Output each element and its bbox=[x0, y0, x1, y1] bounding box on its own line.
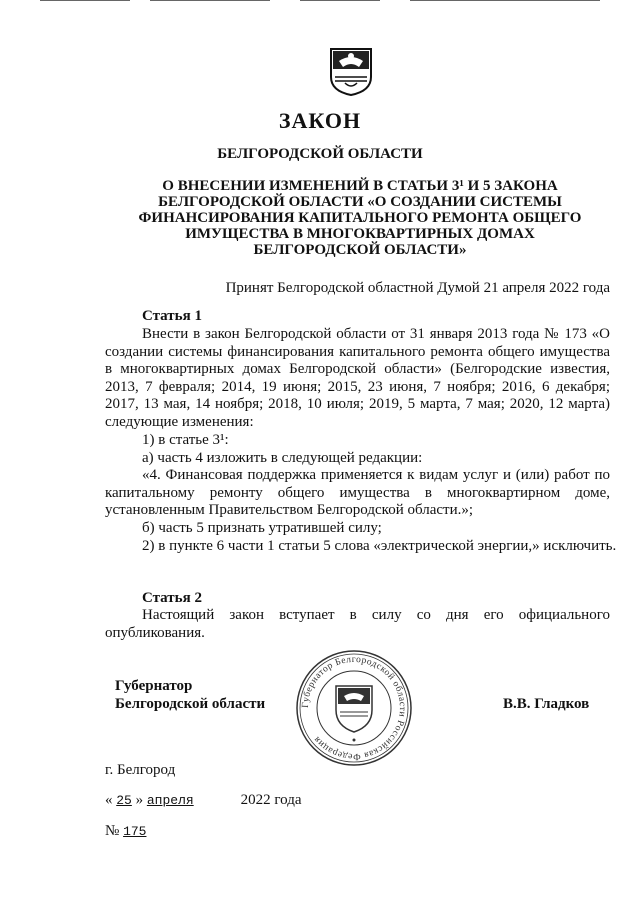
svg-text:Губернатор Белгородской област: Губернатор Белгородской области Российская Федерация bbox=[300, 654, 408, 762]
article-1-quote: «4. Финансовая поддержка применяется к видам услуг и (или) работ по капитальному ремонту общего имущества в многоквартирном доме, установленным Правительством Белгородской области.»; bbox=[105, 467, 610, 518]
scan-edge-line bbox=[410, 0, 600, 1]
law-number: 175 bbox=[123, 824, 147, 839]
article-1-intro: Внести в закон Белгородской области от 31 января 2013 года № 173 «О создании системы финансирования капитального ремонта общего имущества в многоквартирных домах Белгородской области» (Белгородские известия, 2013, 7 февраля; 2014, 19 июня; 2015, 23 июня, 7 ноября; 2016, 6 декабря; 2017, 13 мая, 14 ноября; 2018, 10 июля; 2019, 5 марта, 7 мая; 2020, 12 марта) следующие изменения: bbox=[105, 326, 610, 430]
number-line bbox=[105, 823, 183, 840]
adoption-note: Принят Белгородской областной Думой 21 апреля 2022 года bbox=[225, 280, 610, 296]
article-1-item-1a: а) часть 4 изложить в следующей редакции: bbox=[142, 450, 423, 466]
document-region: БЕЛГОРОДСКОЙ ОБЛАСТИ bbox=[217, 146, 423, 162]
number-prefix: № bbox=[105, 823, 120, 839]
document-subject bbox=[120, 178, 600, 258]
date-day: 25 bbox=[116, 793, 132, 808]
article-1-heading: Статья 1 bbox=[142, 308, 202, 324]
date-line bbox=[105, 792, 302, 809]
signatory-position: Губернатор bbox=[115, 678, 193, 694]
subject-line: БЕЛГОРОДСКОЙ ОБЛАСТИ» bbox=[253, 242, 467, 258]
coat-of-arms-icon bbox=[329, 47, 373, 97]
document-title: ЗАКОН bbox=[278, 108, 362, 133]
date-open-quote: « bbox=[105, 792, 113, 808]
subject-line: О ВНЕСЕНИИ ИЗМЕНЕНИЙ В СТАТЬИ 3¹ И 5 ЗАКОНА bbox=[162, 178, 558, 194]
city-line: г. Белгород bbox=[105, 762, 176, 778]
subject-line: ФИНАНСИРОВАНИЯ КАПИТАЛЬНОГО РЕМОНТА ОБЩЕГО bbox=[138, 210, 582, 226]
date-month: апреля bbox=[146, 793, 194, 808]
article-1-item-2: 2) в пункте 6 части 1 статьи 5 слова «электрической энергии,» исключить. bbox=[142, 538, 617, 554]
article-2-text: Настоящий закон вступает в силу со дня его официального опубликования. bbox=[105, 607, 610, 641]
article-2-heading: Статья 2 bbox=[142, 590, 202, 606]
scan-edge-line bbox=[150, 0, 270, 1]
scan-edge-line bbox=[300, 0, 380, 1]
subject-line: ИМУЩЕСТВА В МНОГОКВАРТИРНЫХ ДОМАХ bbox=[185, 226, 535, 242]
signatory-region: Белгородской области bbox=[115, 696, 266, 712]
date-year: 2022 года bbox=[240, 792, 302, 808]
article-1-item-1: 1) в статье 3¹: bbox=[142, 432, 229, 448]
date-close-quote: » bbox=[135, 792, 144, 808]
signatory-name: В.В. Гладков bbox=[503, 696, 590, 712]
scan-edge-line bbox=[40, 0, 130, 1]
subject-line: БЕЛГОРОДСКОЙ ОБЛАСТИ «О СОЗДАНИИ СИСТЕМЫ bbox=[158, 194, 562, 210]
official-seal bbox=[294, 648, 414, 768]
article-1-item-1b: б) часть 5 признать утратившей силу; bbox=[142, 520, 382, 536]
